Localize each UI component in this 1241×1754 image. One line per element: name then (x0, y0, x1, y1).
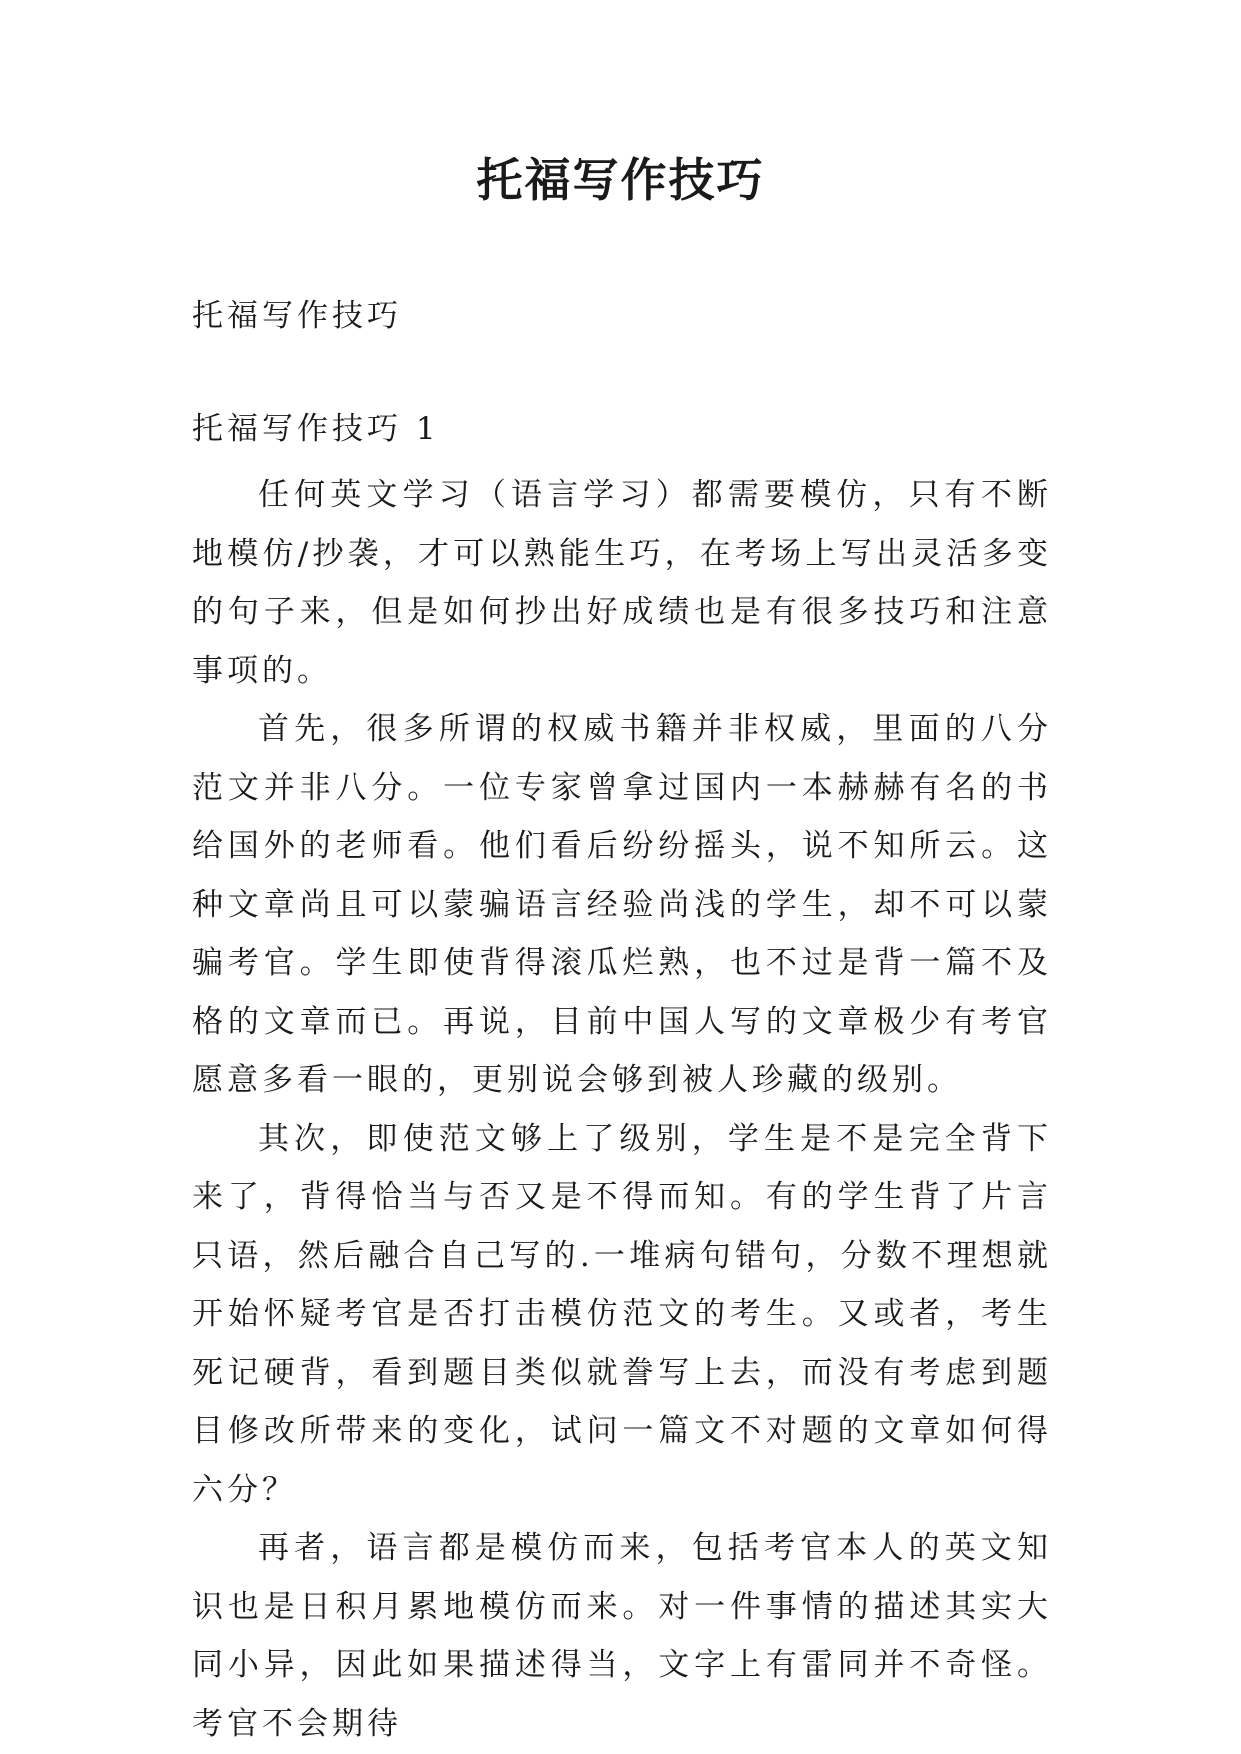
section-heading: 托福写作技巧 1 (192, 411, 440, 447)
paragraph-3: 其次，即使范文够上了级别，学生是不是完全背下来了，背得恰当与否又是不得而知。有的学生背了片言只语，然后融合自己写的.一堆病句错句，分数不理想就开始怀疑考官是否打击模仿范文的考生。又或者，考生死记硬背，看到题目类似就誊写上去，而没有考虑到题目修改所带来的变化，试问一篇文不对题的文章如何得六分？ (192, 1120, 1052, 1508)
document-title: 托福写作技巧 (476, 153, 765, 207)
paragraph-1: 任何英文学习（语言学习）都需要模仿，只有不断地模仿/抄袭，才可以熟能生巧，在考场上写出灵活多变的句子来，但是如何抄出好成绩也是有很多技巧和注意事项的。 (192, 477, 1052, 689)
body-paragraphs (192, 466, 1052, 1753)
document-subtitle: 托福写作技巧 (192, 298, 402, 334)
paragraph-2: 首先，很多所谓的权威书籍并非权威，里面的八分范文并非八分。一位专家曾拿过国内一本赫赫有名的书给国外的老师看。他们看后纷纷摇头，说不知所云。这种文章尚且可以蒙骗语言经验尚浅的学生，却不可以蒙骗考官。学生即使背得滚瓜烂熟，也不过是背一篇不及格的文章而已。再说，目前中国人写的文章极少有考官愿意多看一眼的，更别说会够到被人珍藏的级别。 (192, 711, 1052, 1098)
paragraph-4: 再者，语言都是模仿而来，包括考官本人的英文知识也是日积月累地模仿而来。对一件事情的描述其实大同小异，因此如果描述得当，文字上有雷同并不奇怪。考官不会期待 (192, 1530, 1052, 1742)
